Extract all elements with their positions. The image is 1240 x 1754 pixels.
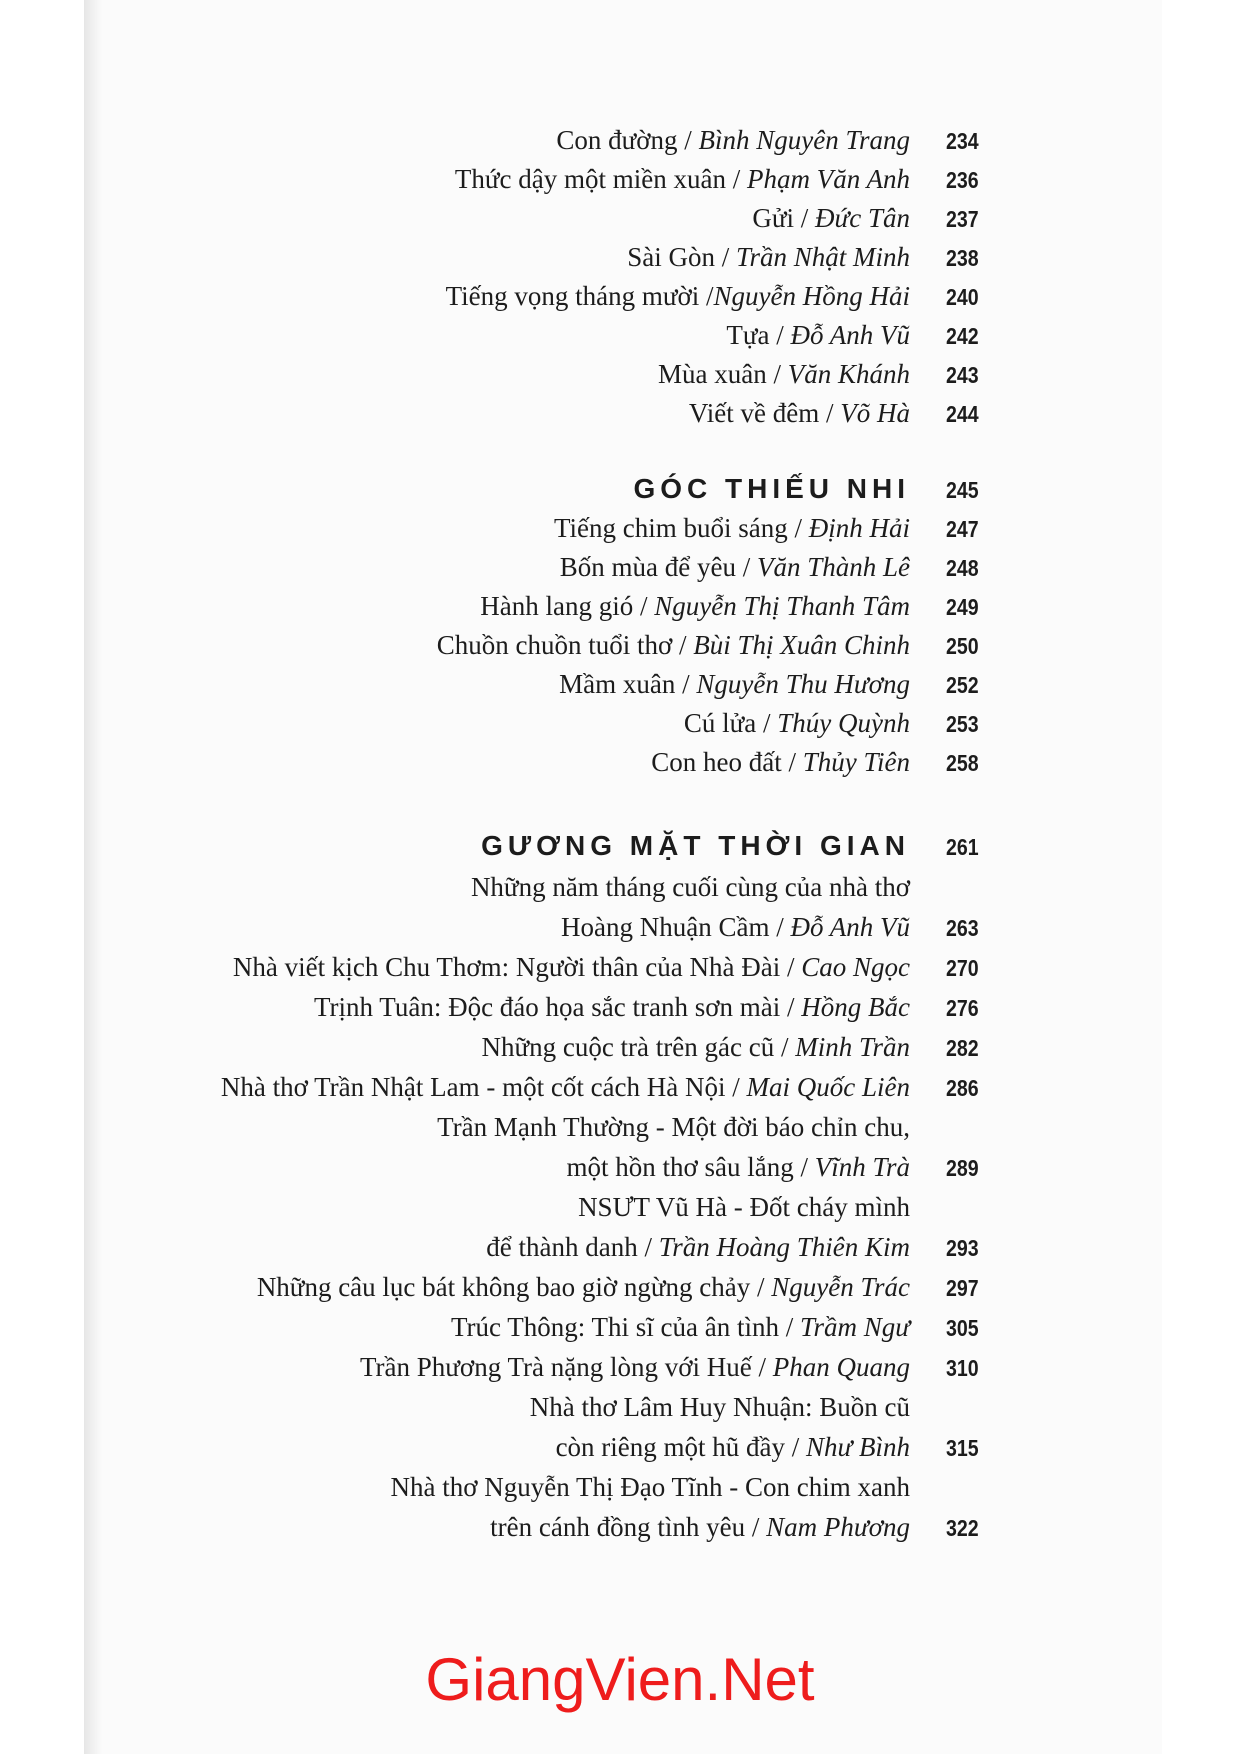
entry-title: Tiếng vọng tháng mười /: [445, 281, 714, 311]
toc-entry: [0, 160, 1240, 198]
toc-entry: [0, 121, 1240, 159]
toc-entry: [0, 1348, 1240, 1386]
entry-page-number: 289: [946, 1155, 979, 1181]
section-title: GƯƠNG MẶT THỜI GIAN: [481, 830, 910, 861]
entry-author: Cao Ngọc: [801, 952, 910, 982]
entry-page-number: 242: [946, 323, 979, 349]
entry-title: Gửi /: [752, 203, 816, 233]
section-heading: [0, 827, 1240, 865]
entry-title: Chuồn chuồn tuổi thơ /: [436, 630, 694, 660]
entry-page-number: 237: [946, 206, 979, 232]
entry-author: Nguyễn Thu Hương: [696, 669, 910, 699]
toc-entry: [0, 199, 1240, 237]
section-title: GÓC THIẾU NHI: [633, 473, 910, 504]
toc-entry: [0, 948, 1240, 986]
entry-title: Tiếng chim buổi sáng /: [553, 513, 809, 543]
entry-page-number: 293: [946, 1235, 979, 1261]
entry-author: Nguyễn Hồng Hải: [713, 281, 910, 311]
entry-title: Con heo đất /: [651, 747, 803, 777]
entry-page-number: 286: [946, 1075, 979, 1101]
entry-page-number: 249: [946, 594, 979, 620]
entry-title: Viết về đêm /: [688, 398, 841, 428]
toc-entry: [0, 988, 1240, 1026]
entry-page-number: 253: [946, 711, 979, 737]
site-watermark: GiangVien.Net: [425, 1646, 815, 1713]
entry-author: Văn Thành Lê: [756, 552, 910, 582]
entry-page-number: 258: [946, 750, 979, 776]
entry-page-number: 244: [946, 401, 979, 427]
toc-entry: [0, 1468, 1240, 1506]
entry-title: Trịnh Tuân: Độc đáo họa sắc tranh sơn mài /: [314, 992, 802, 1022]
entry-author: Minh Trần: [795, 1032, 910, 1062]
section-page-number: 245: [946, 477, 979, 503]
entry-page-number: 270: [946, 955, 979, 981]
entry-title: trên cánh đồng tình yêu /: [490, 1512, 767, 1542]
section-heading: [0, 470, 1240, 508]
entry-title: Con đường /: [556, 125, 699, 155]
toc-entry: [0, 1428, 1240, 1466]
entry-title: Nhà thơ Nguyễn Thị Đạo Tĩnh - Con chim xanh: [390, 1472, 910, 1502]
toc-entry: [0, 743, 1240, 781]
entry-page-number: 236: [946, 167, 979, 193]
entry-title: Sài Gòn /: [627, 242, 736, 272]
entry-title: Những câu lục bát không bao giờ ngừng chảy /: [256, 1272, 772, 1302]
entry-page-number: 247: [946, 516, 979, 542]
entry-author: Phạm Văn Anh: [747, 164, 910, 194]
toc-entry: [0, 1228, 1240, 1266]
toc-entry: [0, 587, 1240, 625]
toc-entry: [0, 509, 1240, 547]
entry-author: Thủy Tiên: [802, 747, 910, 777]
entry-author: Nam Phương: [766, 1512, 910, 1542]
entry-title: Mầm xuân /: [559, 669, 697, 699]
toc-entry: [0, 1148, 1240, 1186]
toc-entry: [0, 868, 1240, 906]
entry-title: Nhà thơ Trần Nhật Lam - một cốt cách Hà Nội /: [220, 1072, 747, 1102]
entry-author: Văn Khánh: [787, 359, 910, 389]
entry-author: Trần Hoàng Thiên Kim: [658, 1232, 910, 1262]
entry-title: Mùa xuân /: [658, 359, 788, 389]
entry-page-number: 315: [946, 1435, 979, 1461]
entry-author: Đỗ Anh Vũ: [790, 912, 910, 942]
entry-title: Cú lửa /: [683, 708, 778, 738]
toc-entry: [0, 704, 1240, 742]
entry-author: Vĩnh Trà: [814, 1152, 910, 1182]
toc-entry: [0, 548, 1240, 586]
entry-author: Nguyễn Trác: [771, 1272, 910, 1302]
toc-entry: [0, 1188, 1240, 1226]
entry-author: Đỗ Anh Vũ: [790, 320, 910, 350]
entry-title: Trần Mạnh Thường - Một đời báo chỉn chu,: [437, 1112, 910, 1142]
entry-page-number: 250: [946, 633, 979, 659]
toc-entry: [0, 1508, 1240, 1546]
entry-page-number: 248: [946, 555, 979, 581]
entry-title: một hồn thơ sâu lắng /: [566, 1152, 815, 1182]
toc-entry: [0, 1028, 1240, 1066]
entry-page-number: 240: [946, 284, 979, 310]
toc-entry: [0, 316, 1240, 354]
entry-page-number: 305: [946, 1315, 979, 1341]
entry-title: NSƯT Vũ Hà - Đốt cháy mình: [578, 1192, 910, 1222]
entry-author: Bùi Thị Xuân Chinh: [693, 630, 910, 660]
entry-author: Trầm Ngư: [799, 1312, 910, 1342]
entry-author: Đức Tân: [815, 203, 910, 233]
entry-author: Phan Quang: [772, 1352, 910, 1382]
entry-title: Hành lang gió /: [480, 591, 655, 621]
entry-page-number: 282: [946, 1035, 979, 1061]
entry-title: Nhà thơ Lâm Huy Nhuận: Buồn cũ: [529, 1392, 910, 1422]
entry-author: Hồng Bắc: [801, 992, 910, 1022]
entry-page-number: 234: [946, 128, 979, 154]
entry-title: Bốn mùa để yêu /: [559, 552, 757, 582]
section-page-number: 261: [946, 834, 979, 860]
toc-entry: [0, 1108, 1240, 1146]
entry-author: Thúy Quỳnh: [777, 708, 910, 738]
entry-title: Nhà viết kịch Chu Thơm: Người thân của Nhà Đài /: [232, 952, 802, 982]
entry-page-number: 322: [946, 1515, 979, 1541]
entry-author: Võ Hà: [840, 398, 910, 428]
entry-author: Như Bình: [806, 1432, 910, 1462]
toc-entry: [0, 277, 1240, 315]
entry-title: Những năm tháng cuối cùng của nhà thơ: [470, 872, 910, 902]
entry-author: Nguyễn Thị Thanh Tâm: [654, 591, 910, 621]
toc-entry: [0, 394, 1240, 432]
toc-entry: [0, 665, 1240, 703]
toc-entry: [0, 1268, 1240, 1306]
toc-entry: [0, 1068, 1240, 1106]
entry-page-number: 276: [946, 995, 979, 1021]
entry-title: Trần Phương Trà nặng lòng với Huế /: [360, 1352, 773, 1382]
toc-entry: [0, 626, 1240, 664]
toc-entry: [0, 238, 1240, 276]
entry-page-number: 238: [946, 245, 979, 271]
entry-author: Trần Nhật Minh: [735, 242, 910, 272]
entry-author: Mai Quốc Liên: [746, 1072, 910, 1102]
entry-page-number: 310: [946, 1355, 979, 1381]
toc-entry: [0, 1308, 1240, 1346]
toc-entry: [0, 1388, 1240, 1426]
toc-entry: [0, 355, 1240, 393]
entry-page-number: 297: [946, 1275, 979, 1301]
entry-page-number: 263: [946, 915, 979, 941]
entry-title: còn riêng một hũ đầy /: [555, 1432, 807, 1462]
entry-title: Những cuộc trà trên gác cũ /: [481, 1032, 796, 1062]
entry-title: để thành danh /: [486, 1232, 659, 1262]
entry-title: Hoàng Nhuận Cầm /: [561, 912, 791, 942]
entry-title: Trúc Thông: Thi sĩ của ân tình /: [450, 1312, 800, 1342]
entry-page-number: 243: [946, 362, 979, 388]
entry-author: Bình Nguyên Trang: [698, 125, 910, 155]
entry-title: Tựa /: [726, 320, 791, 350]
entry-title: Thức dậy một miền xuân /: [454, 164, 747, 194]
entry-author: Định Hải: [808, 513, 910, 543]
entry-page-number: 252: [946, 672, 979, 698]
toc-entry: [0, 908, 1240, 946]
